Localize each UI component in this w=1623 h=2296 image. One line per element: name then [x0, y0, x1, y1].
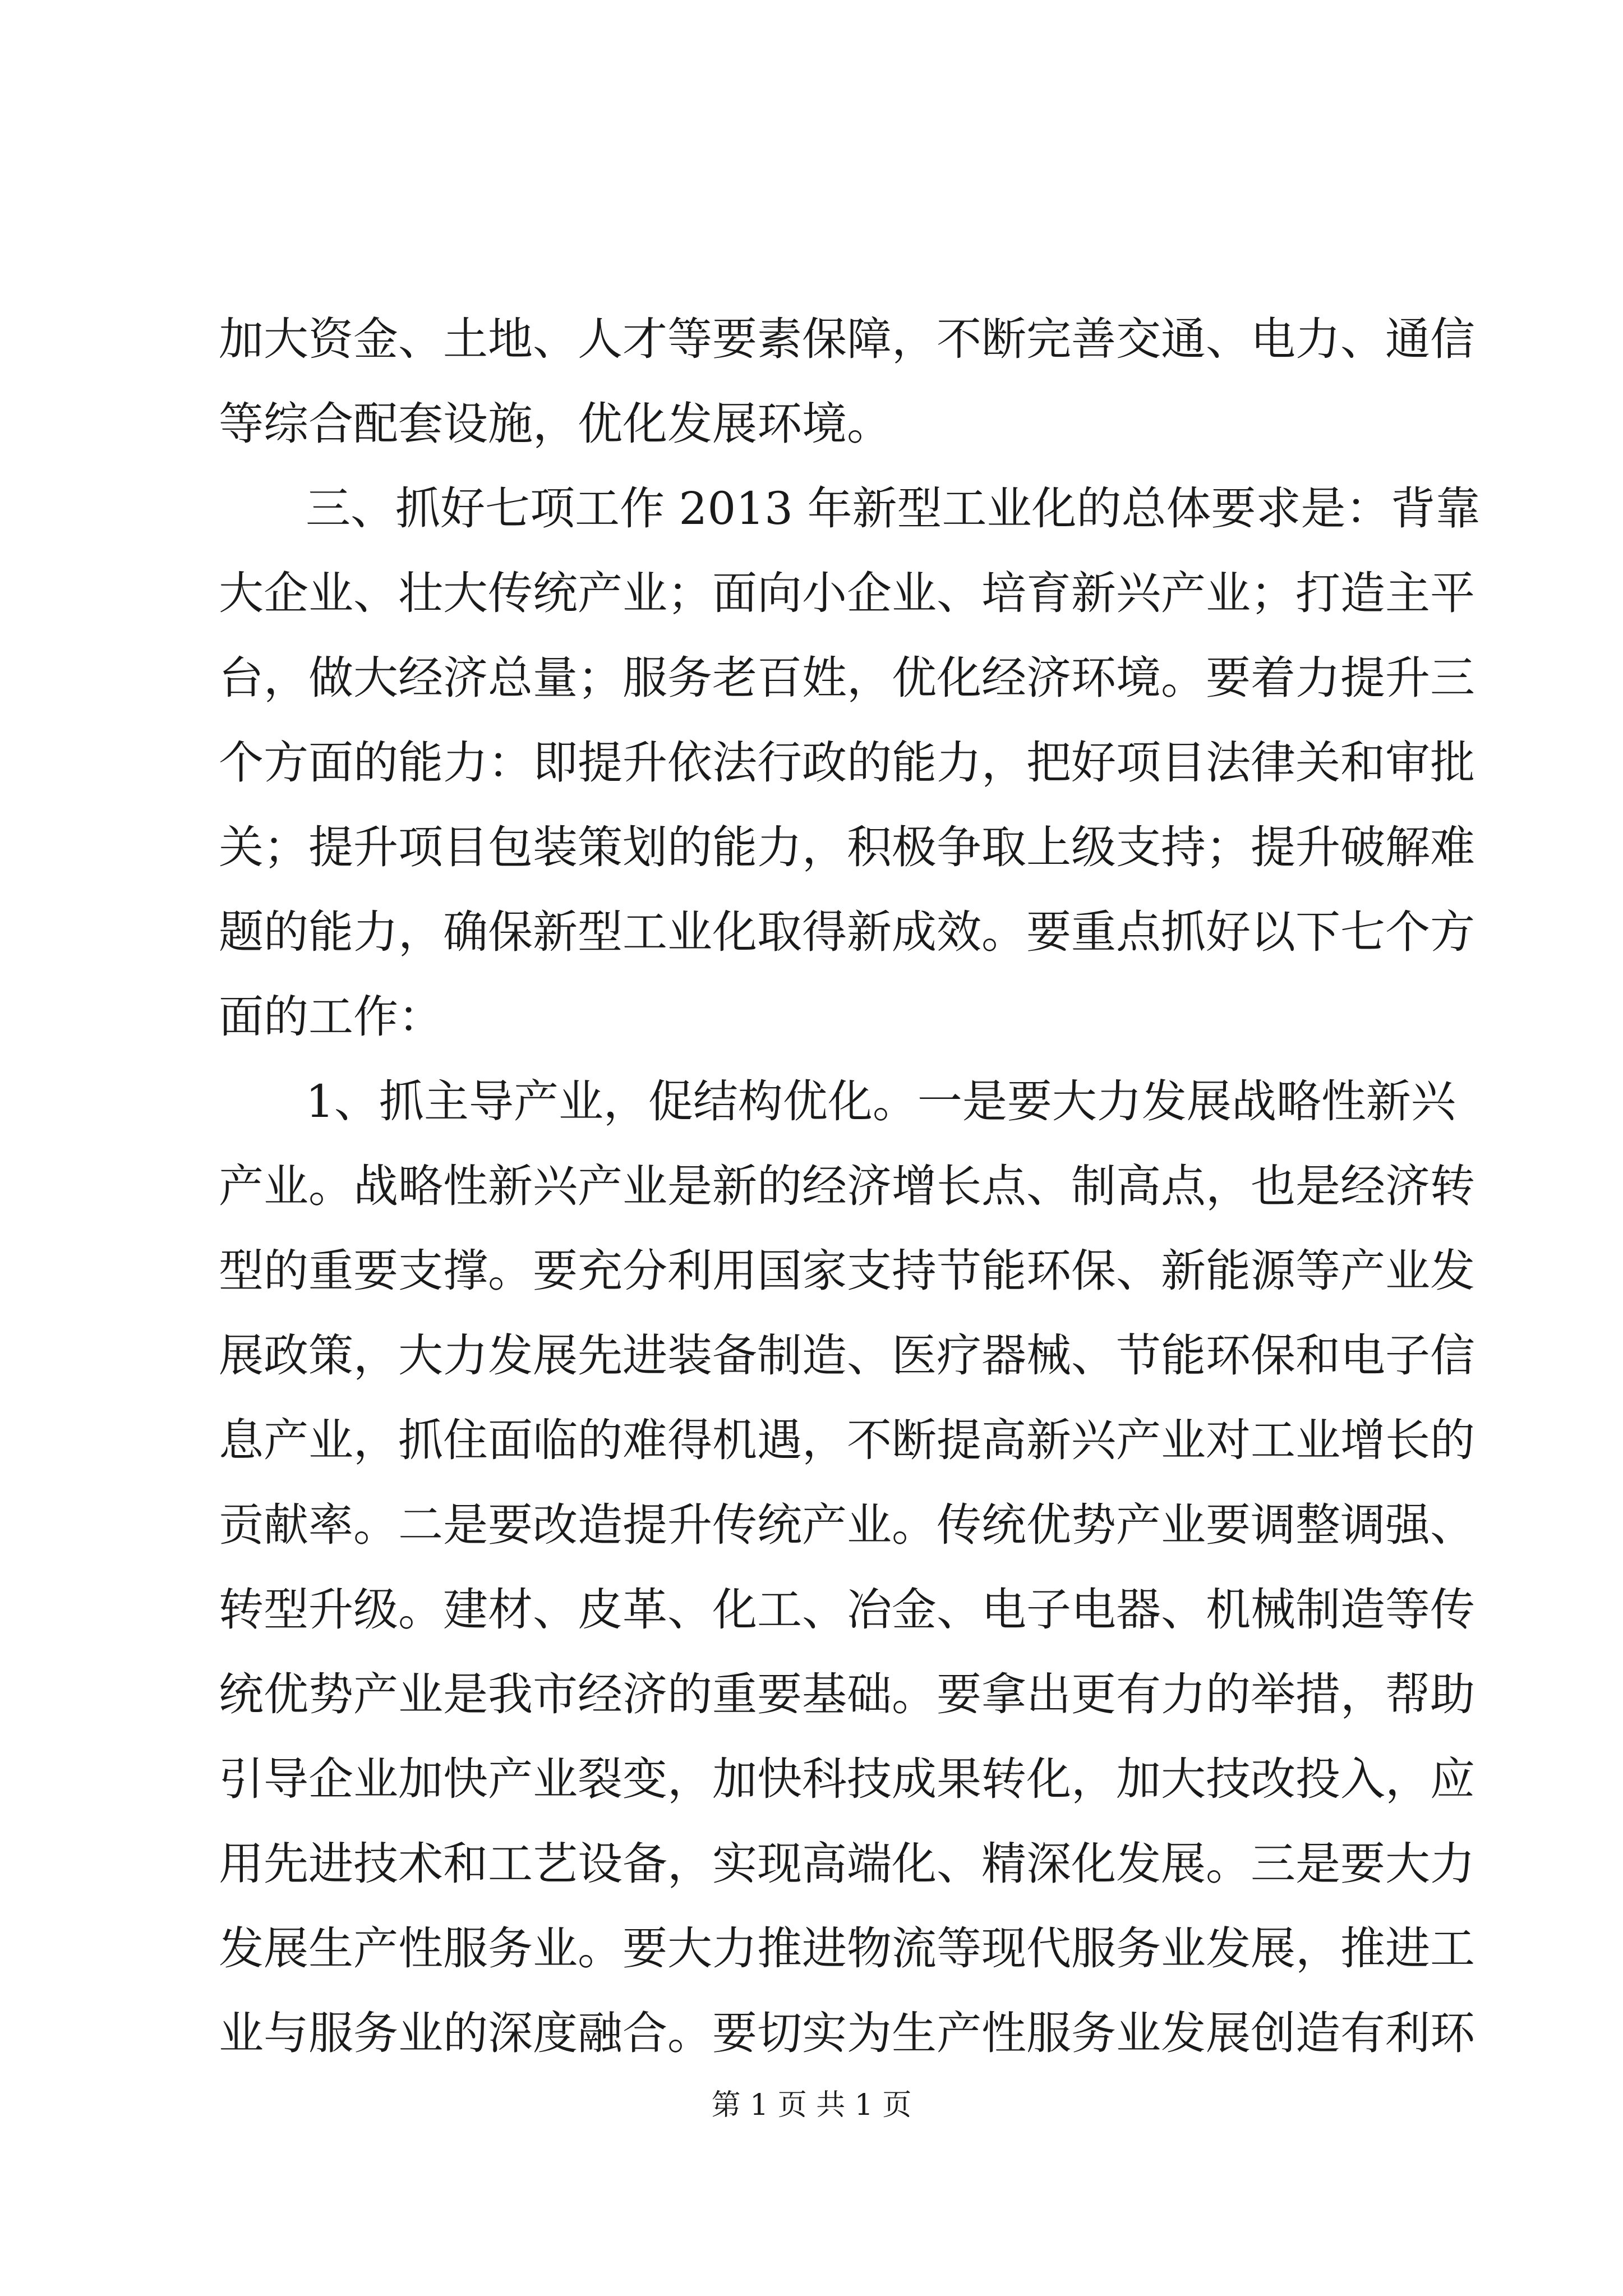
paragraph-line: 贡献率。二是要改造提升传统产业。传统优势产业要调整调强、 — [219, 1499, 1475, 1551]
paragraph-line: 用先进技术和工艺设备，实现高端化、精深化发展。三是要大力 — [219, 1838, 1475, 1890]
paragraph-line: 1、抓主导产业，促结构优化。一是要大力发展战略性新兴 — [306, 1075, 1456, 1128]
paragraph-line: 引导企业加快产业裂变，加快科技成果转化，加大技改投入，应 — [219, 1753, 1475, 1805]
paragraph-line: 息产业，抓住面临的难得机遇，不断提高新兴产业对工业增长的 — [219, 1414, 1475, 1466]
paragraph-line: 转型升级。建材、皮革、化工、冶金、电子电器、机械制造等传 — [219, 1584, 1475, 1636]
paragraph-line: 业与服务业的深度融合。要切实为生产性服务业发展创造有利环 — [219, 2007, 1475, 2059]
paragraph-line: 面的工作： — [219, 991, 443, 1043]
paragraph-line: 发展生产性服务业。要大力推进物流等现代服务业发展，推进工 — [219, 1922, 1475, 1975]
paragraph-line: 台，做大经济总量；服务老百姓，优化经济环境。要着力提升三 — [219, 652, 1475, 704]
paragraph-line: 等综合配套设施，优化发展环境。 — [219, 398, 892, 450]
paragraph-line: 统优势产业是我市经济的重要基础。要拿出更有力的举措，帮助 — [219, 1668, 1475, 1720]
paragraph-line: 三、抓好七项工作 2013 年新型工业化的总体要求是：背靠 — [306, 482, 1481, 535]
paragraph-line: 题的能力，确保新型工业化取得新成效。要重点抓好以下七个方 — [219, 906, 1475, 958]
paragraph-line: 型的重要支撑。要充分利用国家支持节能环保、新能源等产业发 — [219, 1245, 1475, 1297]
paragraph-line: 大企业、壮大传统产业；面向小企业、培育新兴产业；打造主平 — [219, 567, 1475, 619]
paragraph-line: 个方面的能力：即提升依法行政的能力，把好项目法律关和审批 — [219, 737, 1475, 789]
paragraph-line: 产业。战略性新兴产业是新的经济增长点、制高点，也是经济转 — [219, 1160, 1475, 1212]
page-footer: 第 1 页 共 1 页 — [711, 2088, 912, 2122]
paragraph-line: 加大资金、土地、人才等要素保障，不断完善交通、电力、通信 — [219, 313, 1475, 365]
paragraph-line: 关；提升项目包装策划的能力，积极争取上级支持；提升破解难 — [219, 821, 1475, 873]
paragraph-line: 展政策，大力发展先进装备制造、医疗器械、节能环保和电子信 — [219, 1329, 1475, 1382]
